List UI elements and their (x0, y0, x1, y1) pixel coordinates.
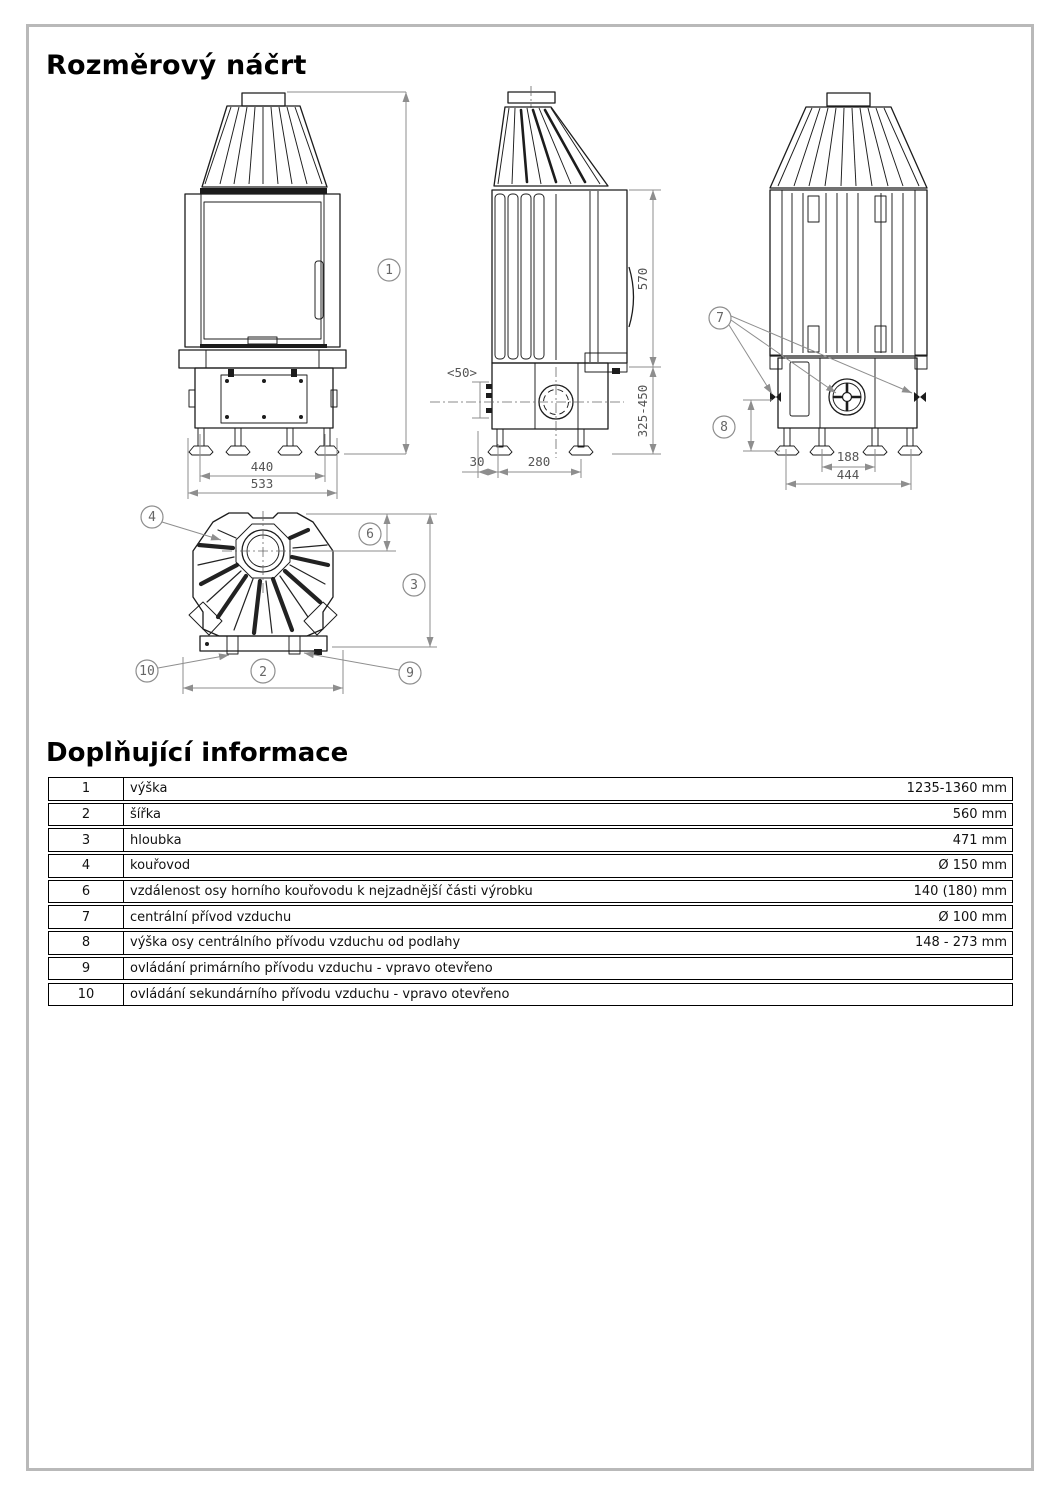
table-row (48, 777, 1013, 801)
dim-440: 440 (250, 459, 274, 474)
row-label: ovládání primárního přívodu vzduchu - vpravo otevřeno (130, 961, 493, 977)
front-view (179, 92, 406, 499)
dim-188: 188 (836, 449, 860, 464)
row-value: 471 mm (952, 832, 1007, 848)
callout-3: 3 (410, 578, 418, 593)
rear-dimensions (709, 307, 912, 490)
door-handle (315, 261, 323, 319)
row-number: 1 (49, 778, 124, 800)
row-number: 2 (49, 804, 124, 826)
side-view (430, 86, 661, 478)
side-legs (488, 429, 593, 455)
central-air-inlet (829, 379, 865, 415)
row-number: 6 (49, 881, 124, 903)
callout-7: 7 (716, 311, 724, 326)
row-label: šířka (130, 806, 161, 822)
callout-9: 9 (406, 666, 414, 681)
side-dimensions (447, 190, 661, 478)
dimensional-drawing (27, 85, 1034, 725)
row-number: 9 (49, 958, 124, 980)
row-number: 8 (49, 932, 124, 954)
front-dimensions (188, 92, 406, 499)
dim-533: 533 (250, 476, 274, 491)
side-fins (495, 191, 598, 362)
dim-570: 570 (635, 267, 650, 291)
table-row (48, 983, 1013, 1007)
page-title: Rozměrový náčrt (46, 50, 307, 81)
callout-1: 1 (385, 263, 393, 278)
top-view (136, 506, 437, 694)
table-row (48, 880, 1013, 904)
table-row (48, 957, 1013, 981)
top-dimensions (136, 506, 437, 694)
callout-10: 10 (139, 664, 155, 679)
row-value: 560 mm (952, 806, 1007, 822)
row-value: Ø 100 mm (938, 909, 1007, 925)
table-row (48, 854, 1013, 878)
row-value: 140 (180) mm (913, 884, 1007, 899)
rear-view (709, 93, 927, 490)
row-value: 1235-1360 mm (906, 781, 1007, 797)
callout-8: 8 (720, 420, 728, 435)
dim-444: 444 (836, 467, 860, 482)
row-value: Ø 150 mm (938, 858, 1007, 874)
callout-6: 6 (366, 527, 374, 542)
row-number: 10 (49, 984, 124, 1006)
front-legs (189, 428, 339, 455)
section-title: Doplňující informace (46, 738, 349, 768)
primary-air-port (914, 392, 926, 402)
row-number: 3 (49, 829, 124, 851)
row-label: vzdálenost osy horního kouřovodu k nejzadnější části výrobku (130, 884, 533, 899)
table-row (48, 905, 1013, 929)
info-table (48, 777, 1013, 1008)
row-label: kouřovod (130, 858, 191, 874)
dim-280: 280 (527, 454, 551, 469)
table-row (48, 828, 1013, 852)
side-door-handle (629, 267, 634, 327)
table-row (48, 803, 1013, 827)
table-row (48, 931, 1013, 955)
row-label: výška (130, 781, 168, 797)
row-label: ovládání sekundárního přívodu vzduchu - vpravo otevřeno (130, 986, 510, 1002)
document-page (26, 24, 1034, 1471)
dim-325-450: 325-450 (635, 384, 650, 438)
top-fins (198, 530, 328, 633)
row-label: centrální přívod vzduchu (130, 909, 292, 925)
row-label: výška osy centrálního přívodu vzduchu od podlahy (130, 935, 461, 951)
callout-4: 4 (148, 510, 156, 525)
dim-50: <50> (446, 365, 478, 380)
row-number: 7 (49, 906, 124, 928)
callout-2: 2 (259, 665, 267, 680)
row-value: 148 - 273 mm (914, 935, 1007, 951)
row-number: 4 (49, 855, 124, 877)
dim-30: 30 (469, 454, 485, 469)
row-label: hloubka (130, 832, 182, 848)
